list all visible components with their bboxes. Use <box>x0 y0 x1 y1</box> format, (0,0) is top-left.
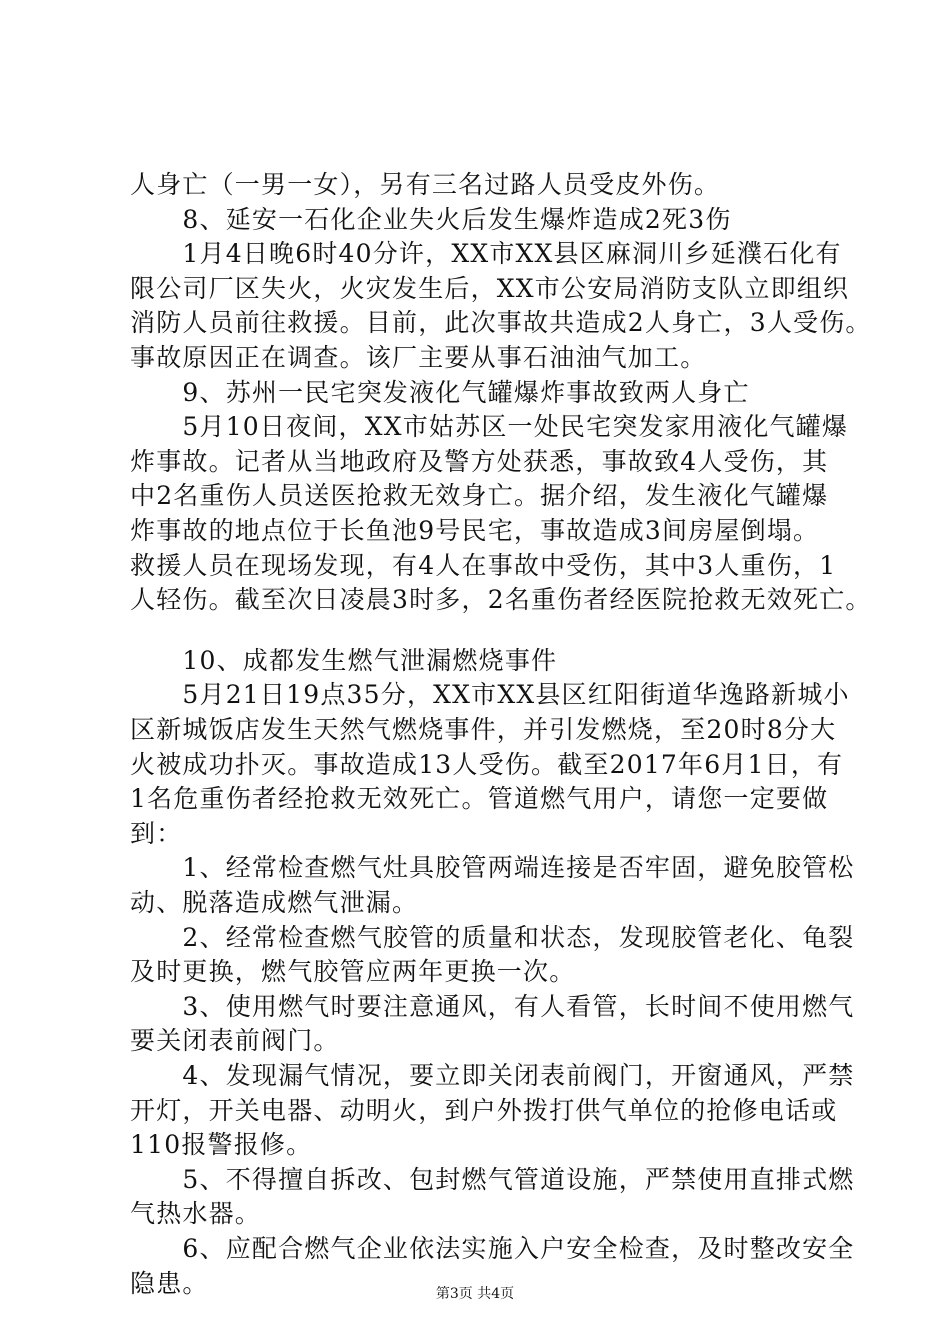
body-line: 炸事故。记者从当地政府及警方处获悉，事故致4人受伤，其 <box>130 447 829 476</box>
body-line: 110报警报修。 <box>130 1130 313 1159</box>
page-footer <box>0 1285 950 1303</box>
list-item: 1、经常检查燃气灶具胶管两端连接是否牢固，避免胶管松 <box>130 853 855 882</box>
list-item: 6、应配合燃气企业依法实施入户安全检查，及时整改安全 <box>130 1234 855 1263</box>
body-line: 要关闭表前阀门。 <box>130 1026 340 1055</box>
body-line: 区新城饭店发生天然气燃烧事件，并引发燃烧，至20时8分大 <box>130 715 837 744</box>
body-line: 5月21日19点35分，XX市XX县区红阳街道华逸路新城小 <box>130 680 850 709</box>
list-item: 4、发现漏气情况，要立即关闭表前阀门，开窗通风，严禁 <box>130 1061 855 1090</box>
body-line: 救援人员在现场发现，有4人在事故中受伤，其中3人重伤，1 <box>130 551 837 580</box>
section-heading: 9、苏州一民宅突发液化气罐爆炸事故致两人身亡 <box>130 378 750 407</box>
list-item: 5、不得擅自拆改、包封燃气管道设施，严禁使用直排式燃 <box>130 1165 855 1194</box>
body-line: 事故原因正在调查。该厂主要从事石油油气加工。 <box>130 343 707 372</box>
body-line: 1月4日晚6时40分许，XX市XX县区麻洞川乡延濮石化有 <box>130 239 842 268</box>
section-heading: 10、成都发生燃气泄漏燃烧事件 <box>130 646 558 675</box>
list-item: 2、经常检查燃气胶管的质量和状态，发现胶管老化、龟裂 <box>130 923 855 952</box>
list-item: 3、使用燃气时要注意通风，有人看管，长时间不使用燃气 <box>130 992 855 1021</box>
body-line: 火被成功扑灭。事故造成13人受伤。截至2017年6月1日，有 <box>130 750 844 779</box>
body-line: 动、脱落造成燃气泄漏。 <box>130 888 419 917</box>
body-line: 到： <box>130 819 183 848</box>
body-line: 5月10日夜间，XX市姑苏区一处民宅突发家用液化气罐爆 <box>130 412 849 441</box>
body-line: 1名危重伤者经抢救无效死亡。管道燃气用户，请您一定要做 <box>130 784 829 813</box>
section-heading: 8、延安一石化企业失火后发生爆炸造成2死3伤 <box>130 205 732 234</box>
body-line: 人身亡（一男一女），另有三名过路人员受皮外伤。 <box>130 170 721 199</box>
body-line: 消防人员前往救援。目前，此次事故共造成2人身亡，3人受伤。 <box>130 308 872 337</box>
page-number: 第3页 共4页 <box>435 1286 515 1302</box>
body-line: 及时更换，燃气胶管应两年更换一次。 <box>130 957 576 986</box>
body-line: 中2名重伤人员送医抢救无效身亡。据介绍，发生液化气罐爆 <box>130 481 829 510</box>
body-line: 隐患。 <box>130 1269 209 1298</box>
body-line: 气热水器。 <box>130 1199 262 1228</box>
body-line: 人轻伤。截至次日凌晨3时多，2名重伤者经医院抢救无效死亡。 <box>130 585 872 614</box>
body-line: 开灯，开关电器、动明火，到户外拨打供气单位的抢修电话或 <box>130 1096 838 1125</box>
body-line: 限公司厂区失火，火灾发生后，XX市公安局消防支队立即组织 <box>130 274 850 303</box>
body-line: 炸事故的地点位于长鱼池9号民宅，事故造成3间房屋倒塌。 <box>130 516 820 545</box>
